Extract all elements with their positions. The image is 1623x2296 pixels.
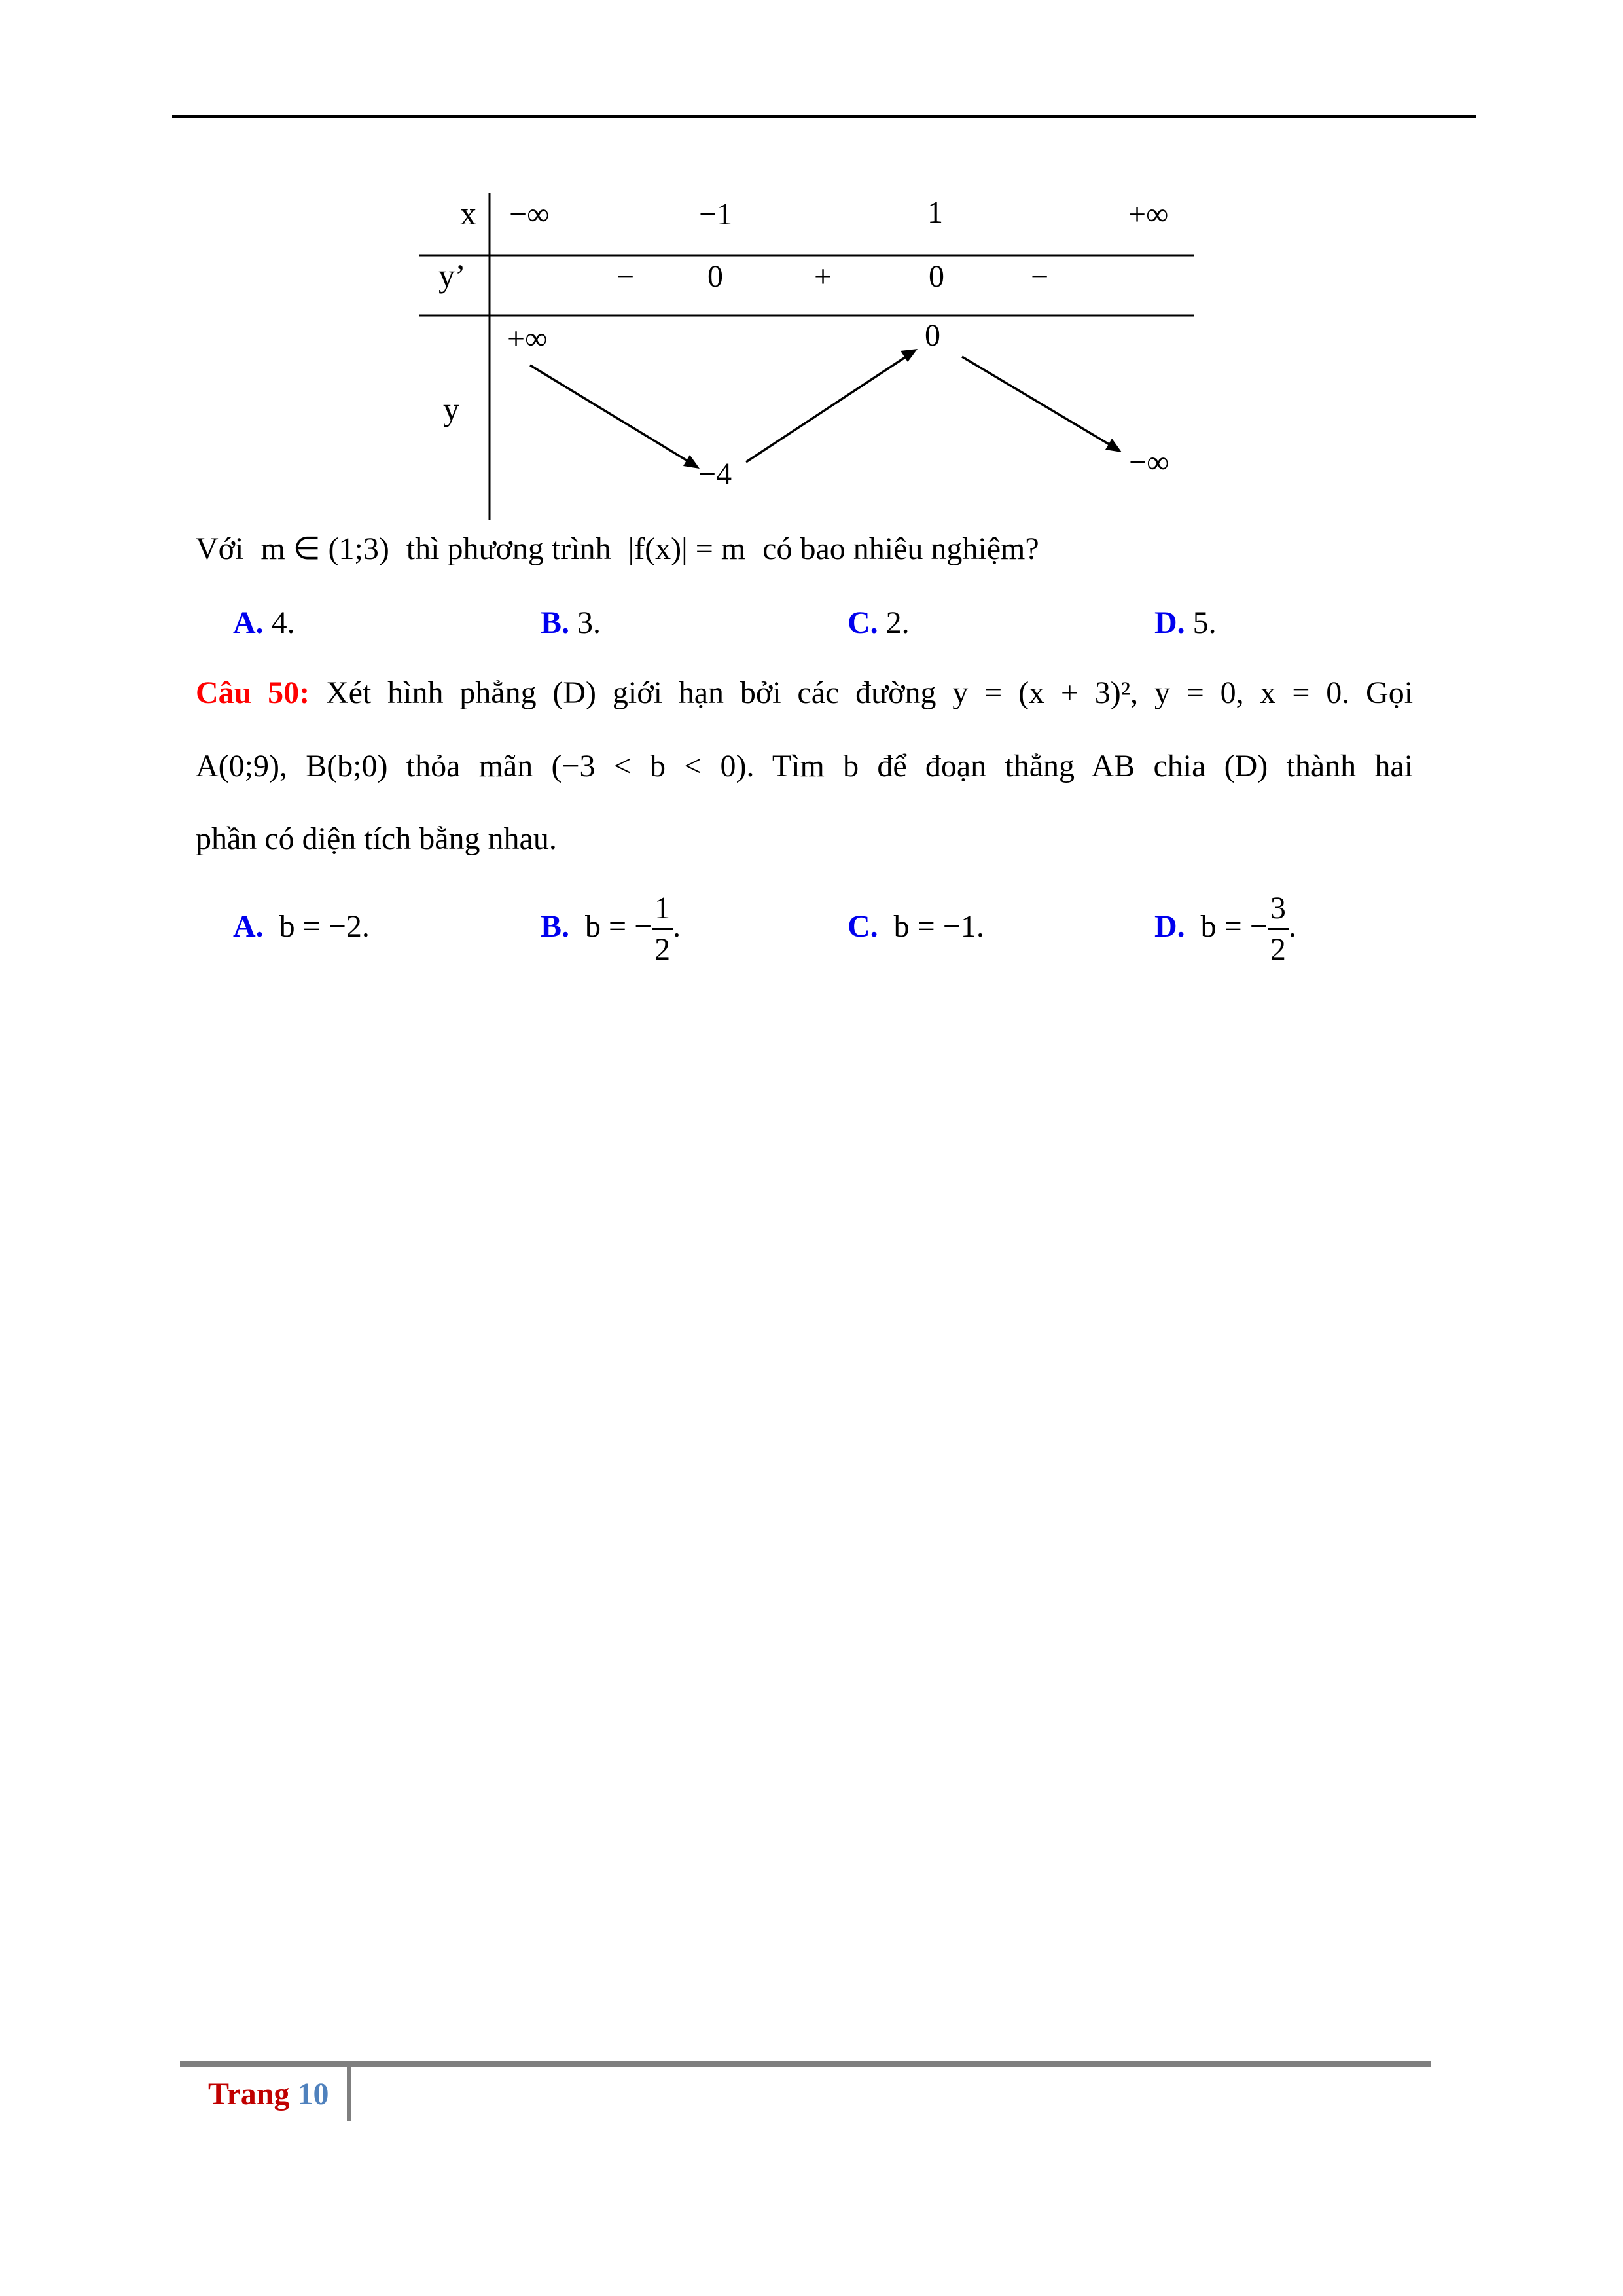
q49-option-b[interactable] — [541, 607, 601, 639]
q50-line2-end: Tìm b để đoạn thẳng AB chia (D) thành hai — [772, 749, 1414, 783]
option-value: 3. — [577, 605, 601, 640]
option-letter: C. — [847, 909, 878, 944]
option-prefix: b = − — [1200, 909, 1268, 944]
yprime-sign: 0 — [929, 259, 944, 294]
option-value: 5. — [1192, 605, 1217, 640]
fraction-denominator: 2 — [1270, 932, 1286, 967]
y-min-value: −4 — [698, 457, 732, 492]
option-fraction — [652, 893, 673, 965]
decrease-arrow-1 — [530, 365, 700, 469]
option-value: 2. — [885, 605, 910, 640]
q49-text-middle: thì phương trình — [406, 531, 611, 566]
option-suffix: . — [1288, 909, 1296, 944]
option-value: 4. — [271, 605, 295, 640]
yprime-sign: 0 — [707, 259, 723, 294]
option-letter: D. — [1154, 605, 1185, 640]
q50-line-2 — [196, 751, 1413, 782]
y-max-value: 0 — [925, 318, 940, 353]
option-letter: B. — [541, 909, 570, 944]
option-letter: B. — [541, 605, 570, 640]
row-yprime-label: y’ — [438, 257, 466, 294]
yprime-sign: − — [1031, 259, 1049, 294]
x-value: +∞ — [1128, 197, 1169, 232]
y-end-value: −∞ — [1129, 445, 1169, 480]
question49-statement — [196, 533, 1039, 565]
q49-option-a[interactable] — [233, 607, 295, 639]
option-letter: C. — [847, 605, 878, 640]
q50-option-a[interactable] — [233, 911, 370, 942]
option-value: b = −1. — [893, 909, 984, 944]
header-rule — [172, 115, 1476, 118]
q50-line-1 — [196, 677, 1413, 709]
x-value: −1 — [699, 197, 733, 232]
option-prefix: b = − — [585, 909, 652, 944]
fraction-numerator: 3 — [1268, 893, 1289, 930]
q49-option-d[interactable] — [1154, 607, 1217, 639]
fraction-numerator: 1 — [652, 893, 673, 930]
q49-equation: |f(x)| = m — [628, 531, 746, 566]
footer-divider — [347, 2067, 351, 2121]
option-suffix: . — [673, 909, 681, 944]
q50-label: Câu 50: — [196, 675, 310, 710]
q50-line1-text: Xét hình phẳng (D) giới hạn bởi các đường — [326, 675, 936, 710]
q49-text-before: Với — [196, 531, 244, 566]
q50-line2-text: A(0;9), B(b;0) thỏa mãn — [196, 749, 533, 783]
q49-condition: m ∈ (1;3) — [260, 531, 389, 566]
footer-rule — [180, 2061, 1431, 2067]
x-value: −∞ — [509, 197, 550, 232]
q50-option-c[interactable] — [847, 911, 984, 942]
row-x-label: x — [460, 195, 476, 232]
decrease-arrow-2 — [962, 357, 1122, 452]
q50-option-d[interactable] — [1154, 881, 1296, 973]
option-value: b = −2. — [279, 909, 370, 944]
y-start-value: +∞ — [507, 321, 548, 356]
variation-table — [406, 190, 1217, 530]
option-letter: A. — [233, 605, 264, 640]
option-fraction — [1268, 893, 1289, 965]
page-footer — [208, 2076, 329, 2112]
q49-option-c[interactable] — [847, 607, 910, 639]
yprime-sign: + — [814, 259, 832, 294]
yprime-sign: − — [616, 259, 635, 294]
q50-option-b[interactable] — [541, 881, 681, 973]
fraction-denominator: 2 — [654, 932, 671, 967]
q50-line1-end: Gọi — [1366, 675, 1414, 710]
footer-label: Trang — [208, 2077, 290, 2111]
option-letter: D. — [1154, 909, 1185, 944]
row-y-label: y — [443, 391, 459, 427]
page-number: 10 — [297, 2077, 329, 2111]
q50-line1-math: y = (x + 3)², y = 0, x = 0. — [952, 675, 1350, 710]
increase-arrow — [746, 349, 918, 462]
x-value: 1 — [927, 195, 943, 230]
q50-line2-math: (−3 < b < 0). — [551, 749, 755, 783]
q50-line-3: phần có diện tích bằng nhau. — [196, 821, 557, 856]
q49-text-after: có bao nhiêu nghiệm? — [762, 531, 1039, 566]
option-letter: A. — [233, 909, 264, 944]
